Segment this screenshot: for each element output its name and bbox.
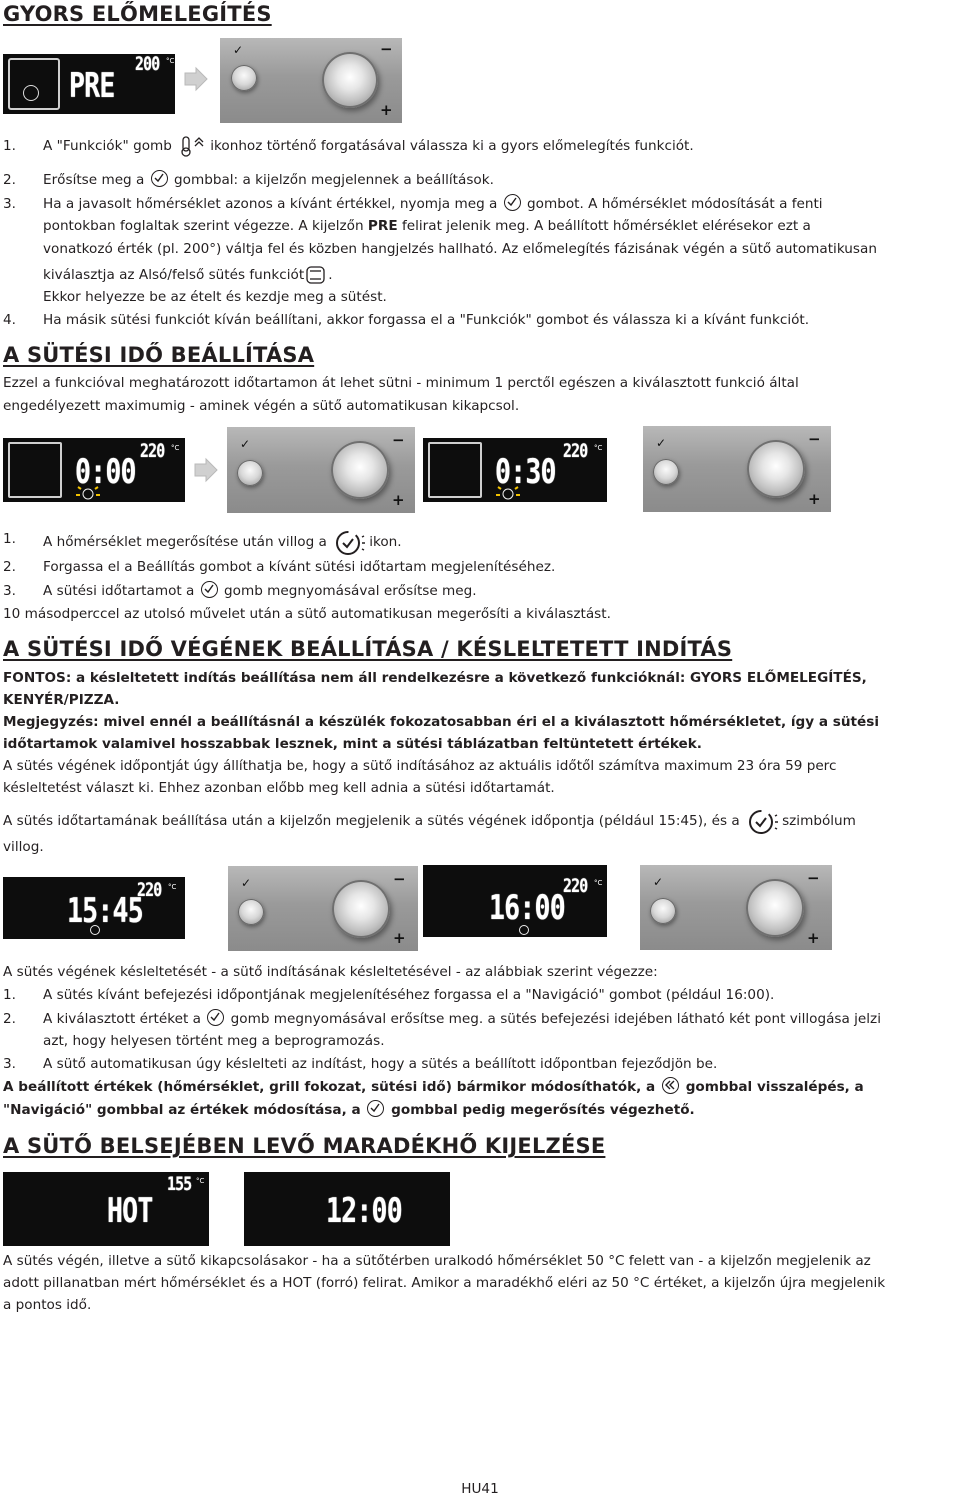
page-number: HU41 <box>461 1481 499 1497</box>
display-hot: HOT 155 °C <box>3 1172 209 1246</box>
confirm-button-icon <box>207 1009 224 1026</box>
display-pre: PRE 200 °C <box>3 54 175 114</box>
confirm-knob[interactable] <box>238 899 264 925</box>
arrow-right-icon <box>193 457 219 483</box>
navigation-knob[interactable] <box>332 880 390 938</box>
back-button-icon <box>662 1077 679 1094</box>
confirm-button-icon <box>367 1100 384 1117</box>
section-title-residual-heat: A SÜTŐ BELSEJÉBEN LEVŐ MARADÉKHŐ KIJELZÉSE <box>3 1134 606 1158</box>
top-bottom-heating-icon <box>305 265 327 285</box>
knob-panel: ✓ − + <box>227 427 415 513</box>
timer-icon <box>519 925 529 935</box>
confirm-button-icon <box>201 581 218 598</box>
navigation-knob[interactable] <box>322 52 378 108</box>
knob-panel: ✓ − + <box>643 426 831 512</box>
navigation-knob[interactable] <box>747 440 805 498</box>
timer-icon-blinking <box>493 483 523 503</box>
timer-icon <box>746 806 780 836</box>
section-title-end-time-delay: A SÜTÉSI IDŐ VÉGÉNEK BEÁLLÍTÁSA / KÉSLELTETETT INDÍTÁS <box>3 637 733 661</box>
display-temp-text: 200 <box>135 53 160 75</box>
confirm-knob[interactable] <box>650 898 676 924</box>
timer-icon-blinking <box>73 483 103 503</box>
knob-panel: ✓ − + <box>220 38 402 123</box>
display-clock: 12:00 <box>244 1172 450 1246</box>
preheat-function-icon <box>178 135 208 157</box>
navigation-knob[interactable] <box>746 879 804 937</box>
navigation-knob[interactable] <box>331 441 389 499</box>
arrow-right-icon <box>183 66 209 92</box>
display-end-time-1600: 16:00 220 °C <box>423 865 607 937</box>
confirm-knob[interactable] <box>237 460 263 486</box>
section-title-quick-preheat: GYORS ELŐMELEGÍTÉS <box>3 2 272 26</box>
confirm-knob[interactable] <box>653 459 679 485</box>
confirm-knob[interactable] <box>231 65 257 91</box>
display-end-time-1545: 15:45 220 °C <box>3 877 185 939</box>
knob-panel: ✓ − + <box>640 865 832 950</box>
confirm-button-icon <box>504 194 521 211</box>
timer-icon <box>333 528 367 556</box>
display-duration-000: 0:00 220 °C <box>3 438 185 502</box>
knob-panel: ✓ − + <box>228 866 418 951</box>
display-main-text: PRE <box>69 66 115 106</box>
confirm-button-icon <box>151 170 168 187</box>
display-duration-030: 0:30 220 °C <box>423 438 607 502</box>
section-title-cooking-time: A SÜTÉSI IDŐ BEÁLLÍTÁSA <box>3 343 315 367</box>
timer-icon <box>90 925 100 935</box>
